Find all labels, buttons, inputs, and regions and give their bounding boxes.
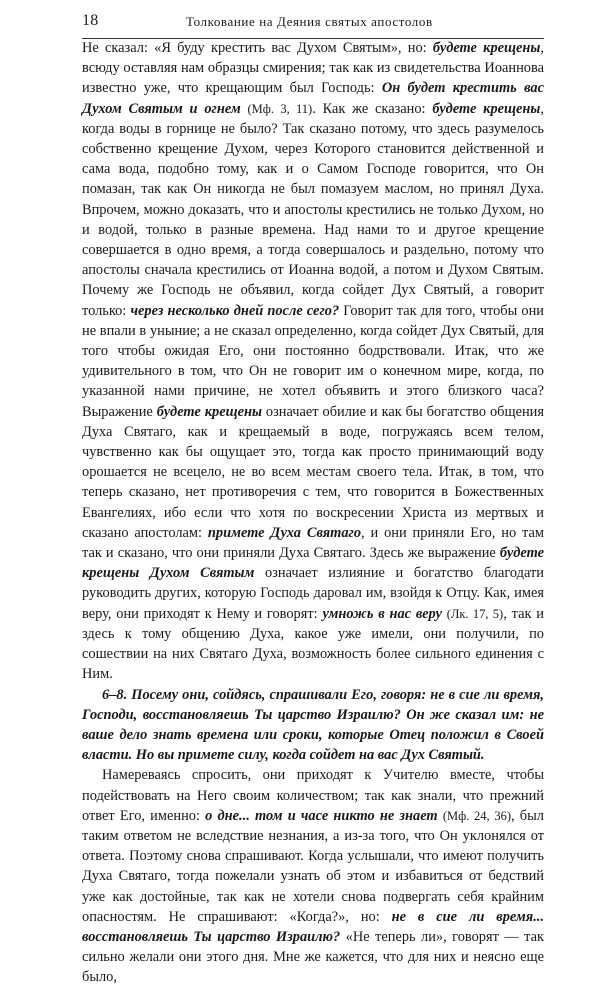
scripture-quote: будете крещены Духом Святым	[82, 545, 544, 582]
scripture-quote: не в сие ли время... восстановляешь Ты царство Израилю?	[82, 908, 544, 945]
text-run: означает излияние и богатство благодати руководить других, которую Господь даровал им, взойдя к Отцу. Как, имея веру, они приходят к Нему и говорят:	[82, 565, 545, 622]
scripture-quote: примете Духа Святаго	[207, 524, 362, 541]
running-header	[82, 10, 544, 39]
text-run: Не сказал: «Я буду крестить вас Духом Святым», но:	[82, 40, 433, 56]
scripture-reference: (Мф. 24, 36)	[442, 808, 512, 823]
commentary-paragraph	[82, 765, 544, 987]
scripture-quote: о дне... том и часе никто не знает	[205, 807, 438, 824]
running-title: Толкование на Деяния святых апостолов	[186, 14, 433, 29]
scripture-quote: через несколько дней после сего?	[130, 302, 340, 319]
text-run: , так и здесь к тому общению Духа, какое уже имели, они получили, по сошествии на них Святаго Духа, возможность более сильного единения с Ним.	[82, 605, 544, 683]
text-run: Намереваясь спросить, они приходят к Учителю вместе, чтобы подействовать на Него своим количеством; так как знали, что прежний ответ Его, именно:	[82, 767, 544, 824]
scripture-quote: будете крещены	[156, 403, 262, 420]
text-run: означает обилие и как бы богатство общения Духа Святаго, как и крещаемый в воде, погружаясь всем телом, чувственно как бы ощущает это, тогда как просто принимающий воду орошается не всецело, не во всем местам своего тела. Итак, в том, что теперь сказано, нет противоречия с тем, что говорится в Божественных Евангелиях, ибо если что хотя по воскресении Христа из мертвых и сказано апостолам:	[82, 403, 544, 541]
page-number: 18	[82, 12, 99, 29]
text-run: , и они приняли Его, но там так и сказано, что они приняли Духа Святаго. Здесь же выражение	[82, 524, 544, 562]
page-body	[82, 38, 544, 988]
scripture-quote: будете крещены	[432, 100, 541, 117]
text-run: , всюду оставляя нам образцы смирения; так как из свидетельства Иоаннова известно уже, что крещающим был Господь:	[82, 40, 544, 97]
text-run	[241, 101, 248, 117]
scripture-quote: будете крещены	[432, 40, 541, 56]
text-run: Говорит так для того, чтобы они не впали в уныние; а не сказал определенно, когда сойдет Дух Святый, для того чтобы ожидая Его, они постоянно бодрствовали. Итак, что же удивительного в том, что Он не говорит им о конечном мире, когда, по указанной нами причине, не хотел объявить и этого близкого часа? Выражение	[82, 302, 544, 420]
text-run: «Не теперь ли», говорят — так сильно желали они этого дня. Мне же кажется, что для них и неясно еще было,	[82, 928, 544, 986]
text-run: . Как же сказано:	[312, 100, 433, 117]
scripture-reference: (Лк. 17, 5)	[446, 606, 504, 621]
scripture-quote: умножь в нас веру	[322, 605, 442, 622]
commentary-paragraph	[82, 38, 544, 685]
text-run: , был таким ответом не вследствие незнания, а из-за того, что Он уклонялся от ответа. Поэтому снова спрашивают. Когда услышали, что имеют получить Духа Святаго, тогда пожелали узнать об этом и избавиться от бедствий уже как достойные, так как не хотели снова подвергать себя крайним опасностям. Не спрашивают: «Когда?», но:	[82, 807, 544, 925]
verse-heading: 6–8. Посему они, сойдясь, спрашивали Его, говоря: не в сие ли время, Господи, восстановляешь Ты царство Израилю? Он же сказал им: не ваше дело знать времена или сроки, которые Отец положил в Своей власти. Но вы примете силу, когда сойдет на вас Дух Святый.	[82, 686, 544, 764]
scripture-quote: Он будет крестить вас Духом Святым и огнем	[82, 80, 544, 117]
text-run: , когда воды в горнице не было? Так сказано потому, что здесь разумелось собственно крещение Духом, через Которого становится действенной и сама вода, подобно тому, как и о Самом Господе говорится, что Он помазан, так как Он никогда не был помазуем маслом, но принял Духа. Впрочем, можно доказать, что и апостолы крестились не только Духом, но и водой, только в разные времена. Над нами то и другое крещение совершается в одно время, а тогда совершалось и раздельно, потому что апостолы сначала крестились от Иоанна водой, а потом и Духом Святым. Почему же Господь не объявил, когда сойдет Дух Святый, а говорит только:	[82, 100, 545, 319]
scripture-reference: (Мф. 3, 11)	[247, 101, 313, 116]
